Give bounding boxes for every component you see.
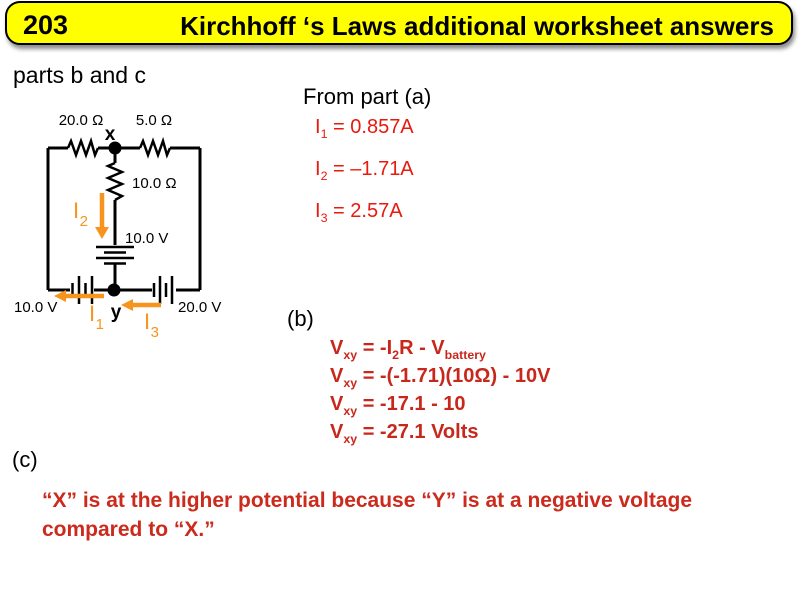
equation-line: $V_{xy} = -I_2R - V_{battery}$ bbox=[330, 337, 486, 362]
resistor-10ohm bbox=[108, 163, 122, 200]
label-node-x: x bbox=[104, 124, 116, 145]
label-resistor-10ohm: 10.0 Ω bbox=[132, 175, 177, 192]
section-label: parts b and c bbox=[13, 62, 146, 88]
part-c-label: (c) bbox=[12, 447, 38, 472]
battery-10v-middle bbox=[96, 247, 134, 264]
label-resistor-20ohm: 20.0 Ω bbox=[58, 112, 104, 129]
result-i2: $I_2 = -1.71A$ bbox=[315, 158, 414, 183]
label-node-y: y bbox=[110, 302, 122, 323]
current-arrowhead-i2 bbox=[95, 227, 109, 239]
current-arrowhead-i3 bbox=[121, 299, 133, 311]
label-current-i3: $I_3$ bbox=[144, 309, 159, 341]
title-banner bbox=[5, 1, 793, 45]
answer-line: compared to “X.” bbox=[42, 518, 215, 541]
label-battery-left: 10.0 V bbox=[14, 299, 58, 316]
label-battery-right: 20.0 V bbox=[178, 299, 222, 316]
circuit-wires bbox=[48, 148, 200, 290]
equation-line: $V_{xy} = -(-1.71)(10\Omega) - 10V$ bbox=[330, 365, 551, 390]
page-number: 203 bbox=[23, 10, 69, 40]
part-a-heading: From part (a) bbox=[303, 84, 432, 109]
label-current-i2: $I_2$ bbox=[73, 198, 88, 230]
part-b-label: (b) bbox=[287, 306, 314, 331]
part-a-results bbox=[315, 116, 414, 242]
answer-line: “X” is at the higher potential because “Y” is at a negative voltage bbox=[42, 489, 693, 512]
label-resistor-5ohm: 5.0 Ω bbox=[135, 112, 173, 129]
label-battery-middle: 10.0 V bbox=[125, 230, 169, 247]
resistor-20ohm bbox=[68, 141, 98, 155]
battery-20v-right bbox=[154, 276, 172, 304]
resistor-5ohm bbox=[140, 141, 170, 155]
equation-line: $V_{xy} = -17.1 - 10$ bbox=[330, 393, 466, 418]
circuit-diagram bbox=[0, 100, 240, 345]
part-b-equations bbox=[330, 334, 550, 446]
label-current-i1: $I_1$ bbox=[89, 301, 104, 333]
part-c-answer bbox=[42, 486, 692, 544]
node-y-dot bbox=[108, 284, 121, 297]
battery-10v-left bbox=[73, 276, 93, 304]
result-i1: $I_1 = 0.857A$ bbox=[315, 116, 414, 141]
result-i3: $I_3 = 2.57A$ bbox=[315, 200, 403, 225]
slide-title: Kirchhoff ‘s Laws additional worksheet answers bbox=[180, 11, 774, 41]
equation-line: $V_{xy} = -27.1$ Volts bbox=[330, 421, 479, 446]
